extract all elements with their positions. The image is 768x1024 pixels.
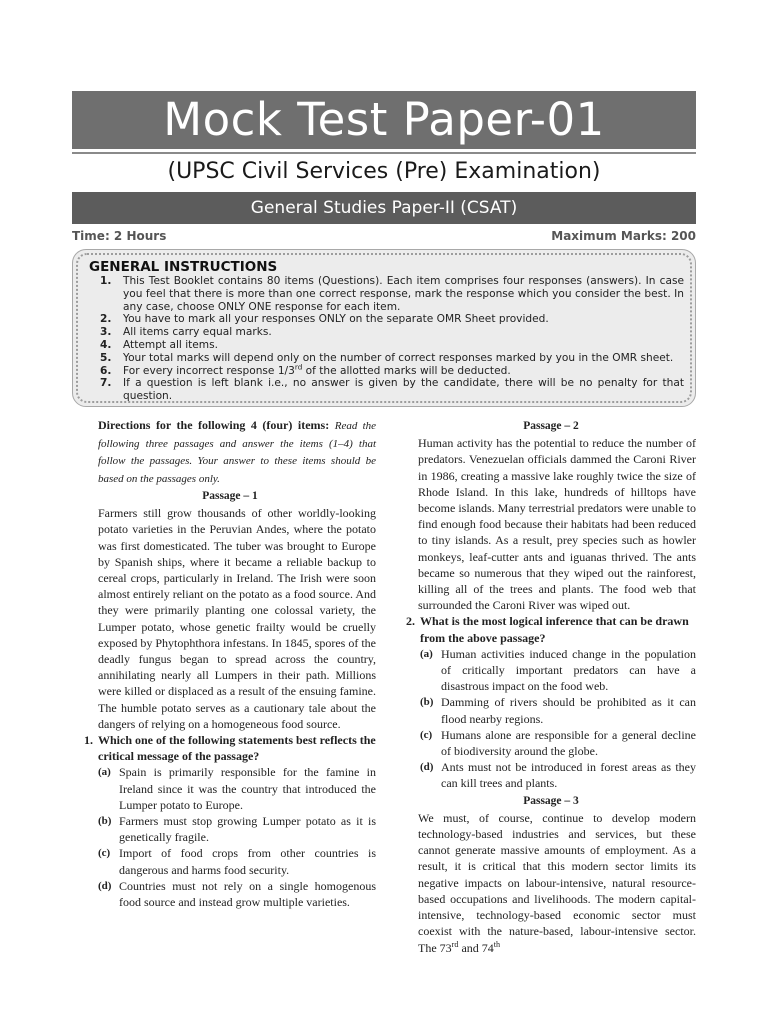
instruction-number: 7.	[100, 377, 112, 390]
question-1-option-c	[84, 845, 376, 877]
question-number: 1.	[84, 733, 93, 748]
question-2-option-c	[406, 727, 696, 759]
instruction-text: All items carry equal marks.	[123, 326, 272, 339]
instruction-text: Your total marks will depend only on the number of correct responses marked by you in the OMR sheet.	[123, 351, 674, 364]
passage-3-title: Passage – 3	[523, 794, 579, 807]
title-divider	[72, 152, 696, 154]
question-number: 2.	[406, 614, 415, 629]
option-label: (a)	[420, 647, 433, 660]
instruction-text: If a question is left blank i.e., no answer is given by the candidate, there will be no penalty for that question.	[123, 377, 684, 403]
instruction-number: 5.	[100, 351, 112, 364]
question-text: Which one of the following statements best reflects the critical message of the passage?	[98, 733, 376, 764]
option-text: Damming of rivers should be prohibited as it can flood nearby regions.	[441, 695, 696, 726]
instruction-text-post: of the allotted marks will be deducted.	[302, 364, 511, 377]
question-2-option-b	[406, 694, 696, 726]
directions	[84, 417, 376, 487]
option-label: (c)	[98, 847, 111, 860]
instruction-item	[90, 313, 684, 326]
instruction-item	[90, 339, 684, 352]
passage-2-text: Human activity has the potential to reduce the number of predators. Venezuelan officials dammed the Caroni River in 1986, creating a massive lake roughly twice the size of Rhode Island. In this lake, hundreds of hilltops have become islands. Many terrestrial predators were unable to find enough food because their habitats had been reduced to tiny islands. As a result, prey species such as howler monkeys, leaf-cutter ants and iguanas thrived. The ants became so numerous that they wiped out the rainforest, killing all of the trees and plants. The food web that surrounded the Caroni River was wiped out.	[418, 436, 696, 613]
option-text: Ants must not be introduced in forest areas as they can kill trees and plants.	[441, 760, 696, 791]
passage-3-main: We must, of course, continue to develop modern technology-based industries and services, but these cannot generate massive amounts of employment. As a result, it is critical that this modern sector limits its negative impacts on labour-intensive, natural resource-based occupations and livelihoods. The modern capital-intensive, technology-based economic sector must coexist with the nature-based, labour-intensive sector. The 73	[418, 810, 696, 955]
page-title: Mock Test Paper-01	[72, 91, 696, 149]
question-text: What is the most logical inference that can be drawn from the above passage?	[420, 614, 689, 645]
option-label: (b)	[98, 815, 112, 828]
passage-3-sup-rd: rd	[451, 939, 459, 949]
instruction-number: 6.	[100, 364, 112, 377]
exam-name: (UPSC Civil Services (Pre) Examination)	[167, 159, 601, 184]
instruction-number: 4.	[100, 338, 112, 351]
option-label: (c)	[420, 728, 433, 741]
option-text: Spain is primarily responsible for the famine in Ireland since it was the country that introduced the Lumper potato to Europe.	[119, 765, 376, 812]
passage-3-sup-th: th	[493, 939, 501, 949]
instruction-item	[90, 275, 684, 313]
time-label: Time: 2 Hours	[72, 229, 167, 243]
passage-1-title: Passage – 1	[202, 490, 258, 502]
directions-text: Read the following three passages and answer the items (1–4) that follow the passages. Your answer to these items should be based on the passages only.	[98, 420, 377, 485]
max-marks-label: Maximum Marks: 200	[551, 229, 696, 243]
option-label: (d)	[98, 879, 112, 892]
option-text: Countries must not rely on a single homogenous food source and instead grow multiple varieties.	[119, 878, 376, 910]
passage-2-title: Passage – 2	[523, 420, 579, 432]
question-1	[84, 732, 376, 764]
instruction-item	[90, 377, 684, 403]
instruction-number: 3.	[100, 326, 112, 339]
left-column	[84, 417, 376, 910]
question-1-option-a	[84, 764, 376, 813]
instruction-number: 2.	[100, 313, 112, 326]
instruction-text-sup: rd	[294, 362, 303, 372]
instructions-heading: GENERAL INSTRUCTIONS	[89, 259, 278, 275]
passage-3-text	[406, 810, 696, 956]
option-label: (d)	[420, 761, 434, 774]
directions-label: Directions for the following 4 (four) items:	[98, 418, 330, 432]
option-text: Human activities induced change in the population of critically important predators can have a disastrous impact on the food web.	[441, 646, 696, 694]
question-2-option-a	[406, 646, 696, 695]
instructions-list	[90, 275, 684, 403]
passage-3-mid: and 74	[458, 940, 494, 955]
option-text: Import of food crops from other countries is dangerous and harms food security.	[119, 846, 376, 877]
instruction-text: This Test Booklet contains 80 items (Questions). Each item comprises four responses (answers). In case you feel that there is more than one correct response, mark the response which you consider the best. In any case, choose ONLY ONE response for each item.	[123, 275, 684, 313]
paper-name: General Studies Paper-II (CSAT)	[72, 192, 696, 224]
question-1-option-d	[84, 878, 376, 910]
option-text: Humans alone are responsible for a general decline of biodiversity around the globe.	[441, 727, 696, 759]
instruction-text: You have to mark all your responses ONLY on the separate OMR Sheet provided.	[123, 313, 549, 326]
instruction-text: Attempt all items.	[123, 338, 219, 351]
instruction-text-pre: For every incorrect response 1/3	[123, 364, 295, 377]
option-text: Farmers must stop growing Lumper potato as it is genetically fragile.	[119, 814, 376, 845]
right-column	[406, 417, 696, 956]
instruction-item	[90, 326, 684, 339]
question-1-option-b	[84, 813, 376, 845]
option-label: (b)	[420, 696, 434, 709]
question-2-option-d	[406, 759, 696, 791]
instruction-number: 1.	[100, 275, 112, 287]
instruction-item	[90, 362, 684, 378]
instruction-item	[90, 352, 684, 365]
passage-1-text: Farmers still grow thousands of other worldly-looking potato varieties in the Peruvian Andes, where the potato was first domesticated. The tuber was brought to Europe by Spanish ships, where it became a reliable backup to cereal crops, particularly in Ireland. The Irish were soon almost entirely reliant on the potato as a food source. And they were primarily planting one colossal variety, the Lumper potato, whose genetic frailty would be cruelly exposed by Phytophthora infestans. In 1845, spores of the deadly fungus began to spread across the country, annihilating nearly all Lumpers in their path. Millions were killed or displaced as a result of the ensuing famine. The humble potato serves as a cautionary tale about the dangers of relying on a homogeneous food source.	[98, 506, 376, 731]
option-label: (a)	[98, 766, 111, 779]
question-2	[406, 613, 696, 645]
